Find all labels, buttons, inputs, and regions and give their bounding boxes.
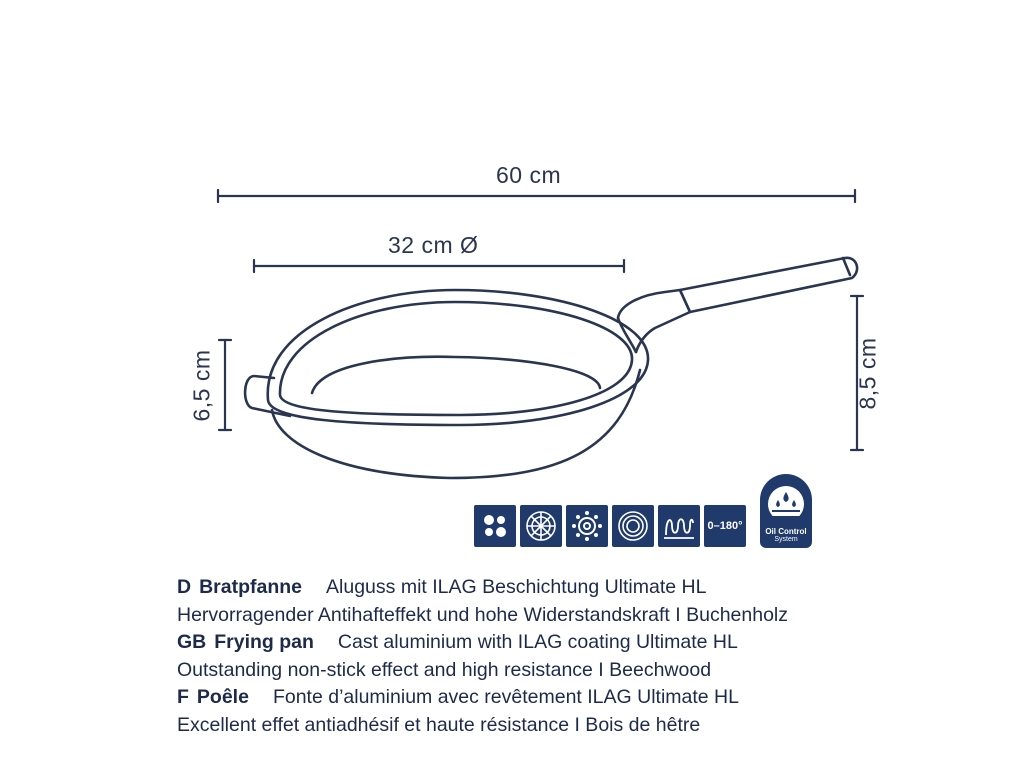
diameter-label: 32 cm Ø: [388, 232, 479, 258]
description-de-row1: [177, 574, 977, 602]
electric-plate-icon: [566, 505, 608, 547]
oil-control-line2: System: [774, 536, 798, 543]
desc-f-line2: Excellent effet antiadhésif et haute résistance I Bois de hêtre: [177, 713, 701, 736]
ceramic-hob-icon: [474, 505, 516, 547]
title-f: Poêle: [196, 686, 249, 708]
lang-code-de: D: [177, 576, 192, 598]
description-f-row1: [177, 684, 977, 712]
oven-temp-icon: [704, 505, 746, 547]
oil-drops-icon: [760, 482, 812, 516]
title-de: Bratpfanne: [199, 576, 303, 598]
oil-control-line1: Oil Control: [765, 527, 807, 536]
title-gb: Frying pan: [214, 631, 314, 653]
oven-temp-label: 0–180°: [707, 520, 743, 532]
lang-code-gb: GB: [177, 631, 207, 653]
handle-height-label: 8,5 cm: [854, 337, 881, 410]
description-gb-row1: [177, 629, 977, 657]
desc-gb-line1: Cast aluminium with ILAG coating Ultimate HL: [337, 631, 738, 653]
desc-de-line2: Hervorragender Antihafteffekt und hohe Widerstandskraft I Buchenholz: [177, 603, 789, 626]
lang-code-f: F: [177, 686, 189, 708]
diameter-dimension-line: [254, 260, 624, 272]
desc-gb-line2: Outstanding non-stick effect and high resistance I Beechwood: [177, 658, 712, 681]
pan-outline: [245, 258, 857, 478]
oil-control-badge: [760, 474, 812, 548]
hob-suitability-icons: [474, 505, 746, 547]
induction-icon: [658, 505, 700, 547]
gas-hob-icon: [520, 505, 562, 547]
pan-height-dimension-line: [219, 340, 231, 430]
product-descriptions: [177, 574, 977, 739]
halogen-icon: [612, 505, 654, 547]
desc-de-line1: Aluguss mit ILAG Beschichtung Ultimate HL: [326, 576, 707, 598]
total-length-dimension-line: [218, 190, 855, 202]
desc-f-line1: Fonte d’aluminium avec revêtement ILAG Ultimate HL: [272, 686, 739, 708]
pan-height-label: 6,5 cm: [188, 349, 215, 422]
total-length-label: 60 cm: [496, 162, 562, 188]
